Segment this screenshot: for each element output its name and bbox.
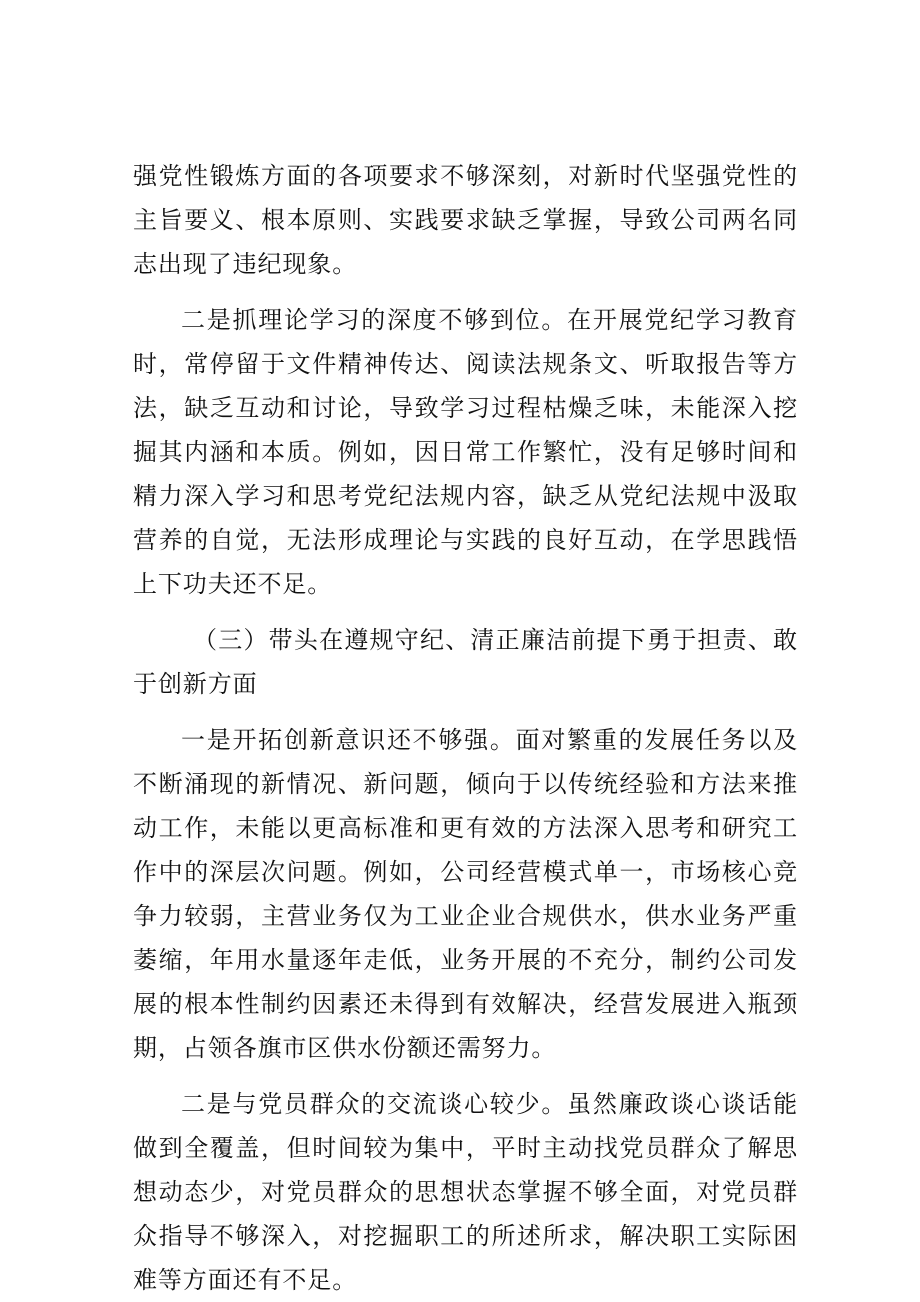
paragraph-theory-study: 二是抓理论学习的深度不够到位。在开展党纪学习教育时，常停留于文件精神传达、阅读法规条文、听取报告等方法，缺乏互动和讨论，导致学习过程枯燥乏味，未能深入挖掘其内涵和本质。例如，因日常工作繁忙，没有足够时间和精力深入学习和思考党纪法规内容，缺乏从党纪法规中汲取营养的自觉，无法形成理论与实践的良好互动，在学思践悟上下功夫还不足。 — [133, 306, 798, 598]
paragraph-innovation: 一是开拓创新意识还不够强。面对繁重的发展任务以及不断涌现的新情况、新问题，倾向于以传统经验和方法来推动工作，未能以更高标准和更有效的方法深入思考和研究工作中的深层次问题。例如，公司经营模式单一，市场核心竞争力较弱，主营业务仅为工业企业合规供水，供水业务严重萎缩，年用水量逐年走低，业务开展的不充分，制约公司发展的根本性制约因素还未得到有效解决，经营发展进入瓶颈期，占领各旗市区供水份额还需努力。 — [133, 726, 798, 1062]
paragraph-communication: 二是与党员群众的交流谈心较少。虽然廉政谈心谈话能做到全覆盖，但时间较为集中，平时主动找党员群众了解思想动态少，对党员群众的思想状态掌握不够全面，对党员群众指导不够深入，对挖掘职工的所述所求，解决职工实际困难等方面还有不足。 — [133, 1090, 798, 1294]
document-body — [133, 154, 798, 1302]
section-heading-three: （三）带头在遵规守纪、清正廉洁前提下勇于担责、敢于创新方面 — [133, 626, 798, 698]
paragraph-continuation: 强党性锻炼方面的各项要求不够深刻，对新时代坚强党性的主旨要义、根本原则、实践要求缺乏掌握，导致公司两名同志出现了违纪现象。 — [133, 162, 798, 278]
